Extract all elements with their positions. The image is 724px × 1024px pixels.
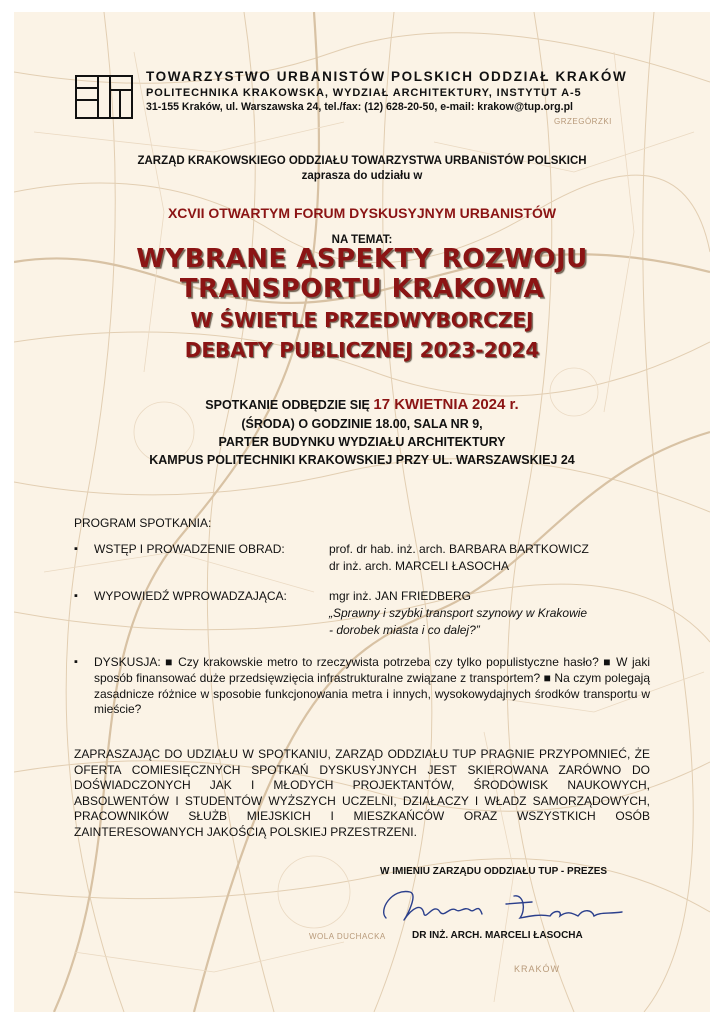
bullet-icon: ▪ (74, 656, 78, 668)
handwritten-signature (364, 880, 634, 930)
meeting-building: PARTER BUDYNKU WYDZIAŁU ARCHITEKTURY (218, 435, 506, 449)
org-contact: 31-155 Kraków, ul. Warszawska 24, tel./fax: (12) 628-20-50, e-mail: krakow@tup.org.pl (146, 101, 573, 113)
meeting-date: 17 KWIETNIA 2024 r. (373, 396, 519, 413)
title-line-2: TRANSPORTU KRAKOWA (179, 274, 545, 304)
signature-heading: W IMIENIU ZARZĄDU ODDZIAŁU TUP - PREZES (380, 866, 608, 877)
meeting-time: (ŚRODA) O GODZINIE 18.00, SALA NR 9, (241, 417, 483, 431)
program-heading: PROGRAM SPOTKANIA: (74, 516, 212, 530)
meeting-prefix: SPOTKANIE ODBĘDZIE SIĘ (205, 398, 370, 412)
intro-board: ZARZĄD KRAKOWSKIEGO ODDZIAŁU TOWARZYSTWA URBANISTÓW POLSKICH (137, 155, 587, 167)
bullet-icon: ▪ (74, 590, 78, 602)
map-label: GRZEGÓRZKI (554, 117, 612, 126)
program-item-speaker: mgr inż. JAN FRIEDBERG (329, 589, 472, 603)
meeting-date-line (14, 396, 710, 413)
poster (14, 12, 710, 1012)
lecture-title (329, 606, 587, 620)
map-city-label: KRAKÓW (514, 964, 561, 974)
closing-paragraph: ZAPRASZAJĄC DO UDZIAŁU W SPOTKANIU, ZARZĄD ODDZIAŁU TUP PRAGNIE PRZYPOMNIEĆ, ŻE OFERTA COMIESIĘCZNYCH SPOTKAŃ DYSKUSYJNYCH JEST SKIEROWANA ZARÓWNO DO DOŚWIADCZONYCH JAK I MŁODYCH PROJEKTANTÓW, ŚRODOWISK NAUKOWYCH, ABSOLWENTÓW I STUDENTÓW WYŻSZYCH UCZELNI, DZIAŁACZY I WŁADZ SAMORZĄDOWYCH, PRACOWNIKÓW SŁUŻB MIEJSKICH I MIESZKAŃCÓW ORAZ WSZYSTKICH OSÓB ZAINTERESOWANYCH JAKOŚCIĄ POLSKIEJ PRZESTRZENI. (74, 747, 650, 839)
meeting-campus: KAMPUS POLITECHNIKI KRAKOWSKIEJ PRZY UL. WARSZAWSKIEJ 24 (149, 453, 575, 467)
program-item-speaker: prof. dr hab. inż. arch. BARBARA BARTKOWICZ (329, 542, 589, 556)
program-item-speaker: dr inż. arch. MARCELI ŁASOCHA (329, 559, 510, 573)
title-line-3: W ŚWIETLE PRZEDWYBORCZEJ (190, 308, 534, 332)
lecture-title-line: „Sprawny i szybki transport szynowy w Krakowie (329, 606, 588, 620)
intro-invite: zaprasza do udziału w (301, 170, 423, 182)
org-affiliation: POLITECHNIKA KRAKOWSKA, WYDZIAŁ ARCHITEKTURY, INSTYTUT A-5 (146, 87, 582, 99)
signatory-name: DR INŻ. ARCH. MARCELI ŁASOCHA (412, 930, 583, 941)
program-item-label: WYPOWIEDŹ WPROWADZAJĄCA: (94, 589, 287, 603)
title-line-1: WYBRANE ASPEKTY ROZWOJU (136, 244, 588, 274)
discussion-text: DYSKUSJA: ■ Czy krakowskie metro to rzeczywista potrzeba czy tylko populistyczne hasło? ■ W jaki sposób finansować duże przedsięwzięcia infrastrukturalne związane z transportem? ■ Na czym polegają zasadnicze różnice w sposobie funkcjonowania metra i innych, wysokowydajnych środków transportu w mieście? (94, 655, 650, 717)
bullet-icon: ▪ (74, 543, 78, 555)
poster-content (14, 12, 710, 1012)
lecture-title (329, 623, 480, 637)
lecture-title-line: - dorobek miasta i co dalej?” (329, 623, 480, 637)
map-label: WOLA DUCHACKA (309, 932, 386, 941)
title-line-4: DEBATY PUBLICZNEJ 2023-2024 (184, 338, 540, 362)
program-item-label: WSTĘP I PROWADZENIE OBRAD: (94, 542, 285, 556)
topic-label: NA TEMAT: (331, 234, 393, 246)
forum-name: XCVII OTWARTYM FORUM DYSKUSYJNYM URBANISTÓW (167, 205, 557, 221)
org-name: TOWARZYSTWO URBANISTÓW POLSKICH ODDZIAŁ KRAKÓW (146, 69, 628, 84)
tup-logo-icon (74, 72, 134, 122)
